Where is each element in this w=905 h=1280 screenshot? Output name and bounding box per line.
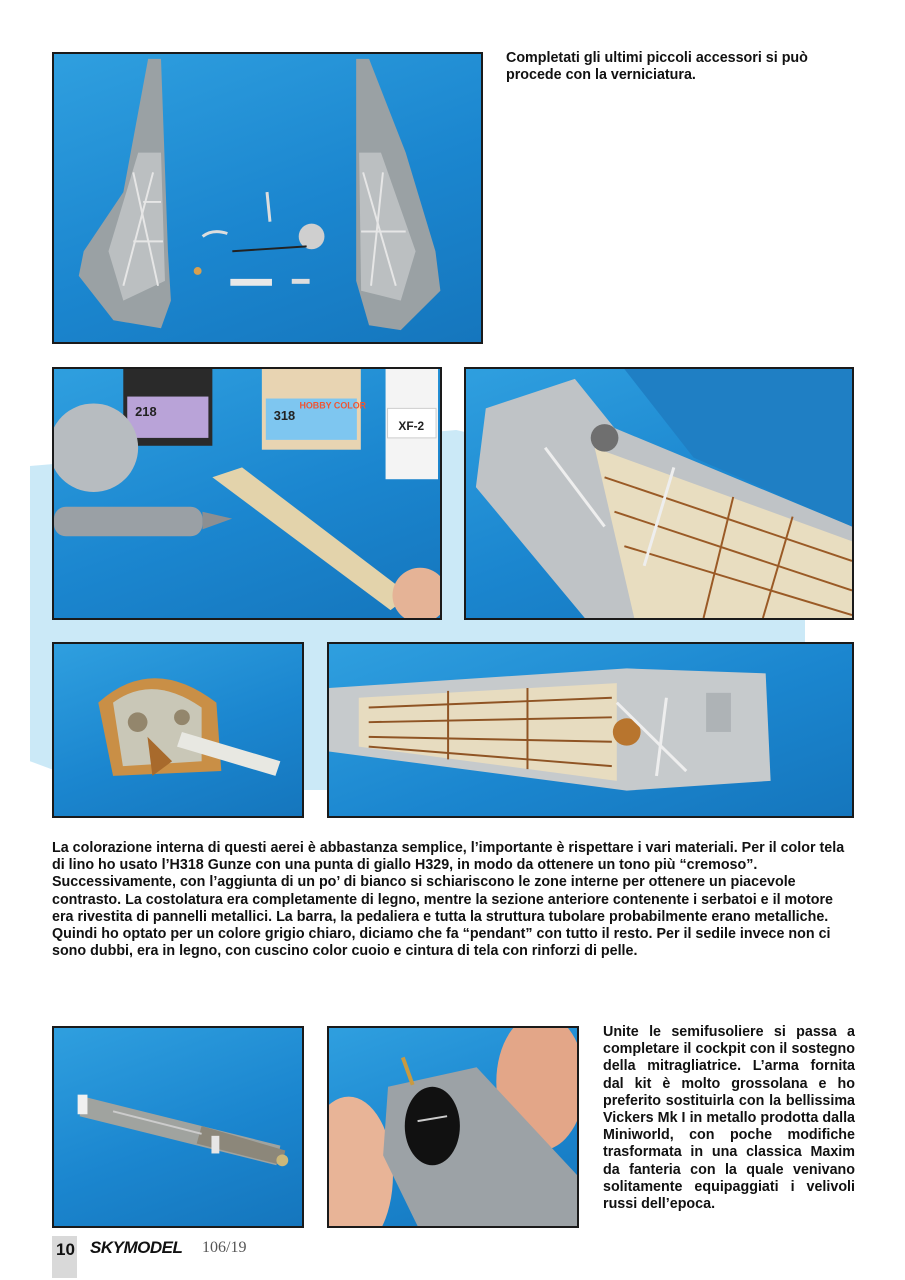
paint-jar-1-label: 218	[135, 404, 157, 420]
magazine-brand: SKYMODEL	[90, 1238, 183, 1257]
photo-seat	[52, 642, 304, 818]
photo-fuselage-interior	[464, 367, 854, 620]
photo-cockpit-assembled	[327, 1026, 579, 1228]
paint-jar-2-brand: HOBBY COLOR	[299, 400, 367, 411]
issue-number: 106/19	[202, 1239, 247, 1256]
photo-fuselage-halves	[52, 52, 483, 344]
caption-top: Completati gli ultimi piccoli accessori si può procede con la verniciatura.	[506, 50, 808, 84]
photo-airbrush-paint	[52, 367, 442, 620]
paint-jar-3-label: XF-2	[398, 419, 425, 434]
photo-fuselage-long	[327, 642, 854, 818]
caption-bottom: Unite le semifusoliere si passa a completare il cockpit con il sostegno della mitragliatrice. L’arma fornita dal kit è molto grossolana e ho preferito sostituirla con la bellissima Vickers Mk I in metallo prodotta dalla Miniworld, con poche modifiche trasformata in una classica Maxim da fanteria con la quale venivano solitamente equipaggiati i velivoli russi dell’epoca.	[603, 1024, 855, 1213]
page-footer	[52, 1236, 302, 1278]
page-number: 10	[56, 1240, 75, 1259]
main-article-text: La colorazione interna di questi aerei è abbastanza semplice, l’importante è rispettare i vari materiali. Per il color tela di lino ho usato l’H318 Gunze con una punta di giallo H329, in modo da ottenere un tono più “cremoso”. Successivamente, con l’aggiunta di un po’ di bianco si schiariscono le zone interne per ottenere un piacevole contrasto. La costolatura era completamente di legno, mentre la sezione anteriore contenente i serbatoi e il motore era rivestita di pannelli metallici. La barra, la pedaliera e tutta la struttura tubolare probabilmente erano metalliche. Quindi ho optato per un colore grigio chiaro, diciamo che fa “pendant” con tutto il resto. Per il sedile invece non ci sono dubbi, era in legno, con cuscino color cuoio e cintura di tela con rinforzi di pelle.	[52, 840, 845, 960]
paint-jar-2-label: 318	[273, 408, 296, 424]
photo-machine-gun	[52, 1026, 304, 1228]
